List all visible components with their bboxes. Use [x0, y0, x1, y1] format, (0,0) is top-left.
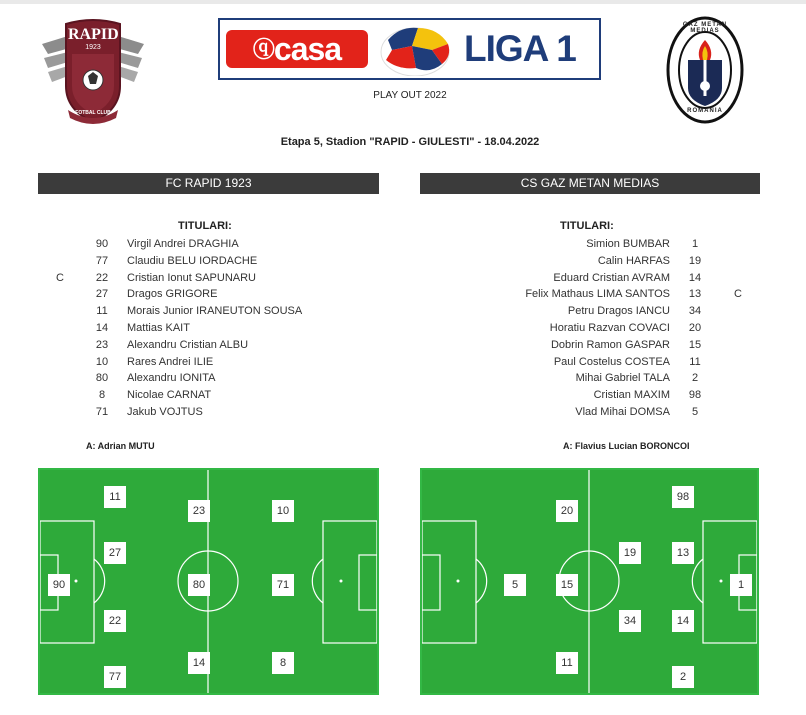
player-name: Cristian Ionut SAPUNARU — [127, 271, 256, 284]
league-name: LIGA 1 — [464, 28, 576, 69]
rapid-logo-sub: FOTBAL CLUB — [75, 110, 111, 116]
captain-mark — [728, 370, 748, 387]
home-starters-label: TITULARI: — [178, 220, 232, 232]
captain-mark — [50, 253, 70, 270]
home-formation-pitch — [38, 468, 379, 695]
pitch-lines — [422, 470, 757, 693]
formation-player-box: 34 — [619, 610, 641, 632]
league-banner — [218, 18, 601, 80]
formation-player-box: 90 — [48, 574, 70, 596]
player-number: 10 — [95, 355, 109, 368]
player-number: 22 — [95, 271, 109, 284]
formation-player-box: 22 — [104, 610, 126, 632]
player-name: Morais Junior IRANEUTON SOUSA — [127, 305, 303, 318]
player-number: 8 — [98, 389, 106, 402]
formation-player-box: 14 — [188, 652, 210, 674]
player-number: 11 — [96, 305, 108, 318]
captain-mark — [50, 370, 70, 387]
formation-player-box: 11 — [556, 652, 578, 674]
player-name: Alexandru IONITA — [127, 372, 216, 385]
formation-player-box: 15 — [556, 574, 578, 596]
formation-player-box: 14 — [672, 610, 694, 632]
formation-player-box: 1 — [730, 574, 752, 596]
player-number: 1 — [691, 238, 699, 250]
formation-player-box: 71 — [272, 574, 294, 596]
formation-player-box: 19 — [619, 542, 641, 564]
formation-player-box: 8 — [272, 652, 294, 674]
player-number: 14 — [95, 322, 109, 334]
player-name: Petru Dragos IANCU — [567, 305, 670, 318]
player-name: Dragos GRIGORE — [127, 288, 218, 301]
player-number: 23 — [95, 338, 109, 351]
captain-mark: C — [734, 288, 742, 301]
player-number: 80 — [95, 372, 109, 385]
top-divider — [0, 0, 806, 4]
captain-mark — [50, 337, 70, 354]
away-team-name: CS GAZ METAN MEDIAS — [420, 173, 760, 194]
player-name: Virgil Andrei DRAGHIA — [127, 238, 239, 250]
formation-player-box: 20 — [556, 500, 578, 522]
formation-player-box: 27 — [104, 542, 126, 564]
captain-mark — [728, 253, 748, 270]
player-name: Claudiu BELU IORDACHE — [127, 254, 258, 267]
captain-mark — [728, 236, 748, 253]
player-name: Rares Andrei ILIE — [127, 355, 214, 368]
player-number: 5 — [691, 406, 699, 418]
player-number: 20 — [688, 322, 702, 334]
player-number: 27 — [95, 288, 109, 301]
match-info: Etapa 5, Stadion "RAPID - GIULESTI" - 18.04.2022 — [280, 136, 540, 148]
player-number: 34 — [688, 305, 702, 318]
captain-mark — [50, 354, 70, 371]
captain-mark — [50, 387, 70, 404]
player-name: Horatiu Razvan COVACI — [549, 322, 670, 334]
rapid-logo-text: RAPID — [68, 26, 119, 43]
ball-icon — [378, 24, 452, 76]
player-name: Vlad Mihai DOMSA — [575, 406, 670, 418]
player-name: Eduard Cristian AVRAM — [553, 271, 670, 284]
player-name: Nicolae CARNAT — [127, 389, 212, 402]
player-name: Paul Costelus COSTEA — [553, 355, 670, 368]
player-number: 15 — [688, 338, 702, 351]
player-name: Simion BUMBAR — [586, 238, 670, 250]
captain-mark — [50, 404, 70, 421]
gaz-metan-logo — [666, 16, 744, 124]
player-name: Mihai Gabriel TALA — [575, 372, 670, 385]
player-number: 2 — [691, 372, 699, 385]
captain-mark — [50, 320, 70, 337]
player-name: Alexandru Cristian ALBU — [127, 338, 249, 351]
home-team-name: FC RAPID 1923 — [38, 173, 379, 194]
captain-mark — [728, 354, 748, 371]
sponsor-logo: ⓠcasa — [226, 30, 368, 68]
formation-player-box: 98 — [672, 486, 694, 508]
player-number: 11 — [689, 355, 701, 368]
gaz-logo-text: GAZ METAN MEDIAS — [682, 22, 728, 34]
captain-mark: C — [56, 271, 64, 284]
formation-player-box: 80 — [188, 574, 210, 596]
player-number: 98 — [688, 389, 702, 402]
player-number: 13 — [688, 288, 702, 301]
player-number: 90 — [95, 238, 109, 250]
player-name: Cristian MAXIM — [593, 389, 670, 402]
away-coach: A: Flavius Lucian BORONCOI — [563, 441, 690, 451]
formation-player-box: 5 — [504, 574, 526, 596]
captain-mark — [728, 404, 748, 421]
captain-mark — [728, 303, 748, 320]
player-name: Calin HARFAS — [597, 254, 670, 267]
captain-mark — [728, 320, 748, 337]
player-number: 14 — [688, 271, 702, 284]
away-formation-pitch — [420, 468, 759, 695]
player-name: Mattias KAIT — [127, 322, 190, 334]
home-coach: A: Adrian MUTU — [86, 441, 155, 451]
formation-player-box: 11 — [104, 486, 126, 508]
gaz-logo-country: ROMANIA — [687, 108, 723, 114]
sponsor-brand: casa — [273, 31, 342, 67]
rapid-logo-year: 1923 — [85, 44, 101, 51]
formation-player-box: 23 — [188, 500, 210, 522]
away-starters-label: TITULARI: — [560, 220, 614, 232]
captain-mark — [50, 236, 70, 253]
formation-player-box: 13 — [672, 542, 694, 564]
player-number: 71 — [95, 406, 109, 418]
player-number: 77 — [95, 254, 109, 267]
player-number: 19 — [688, 254, 702, 267]
formation-player-box: 77 — [104, 666, 126, 688]
player-name: Jakub VOJTUS — [127, 406, 203, 418]
captain-mark — [50, 286, 70, 303]
formation-player-box: 10 — [272, 500, 294, 522]
competition-phase: PLAY OUT 2022 — [373, 90, 447, 101]
captain-mark — [728, 270, 748, 287]
player-name: Felix Mathaus LIMA SANTOS — [525, 288, 670, 301]
captain-mark — [50, 303, 70, 320]
captain-mark — [728, 337, 748, 354]
captain-mark — [728, 387, 748, 404]
rapid-logo — [38, 14, 148, 126]
formation-player-box: 2 — [672, 666, 694, 688]
player-name: Dobrin Ramon GASPAR — [550, 338, 670, 351]
